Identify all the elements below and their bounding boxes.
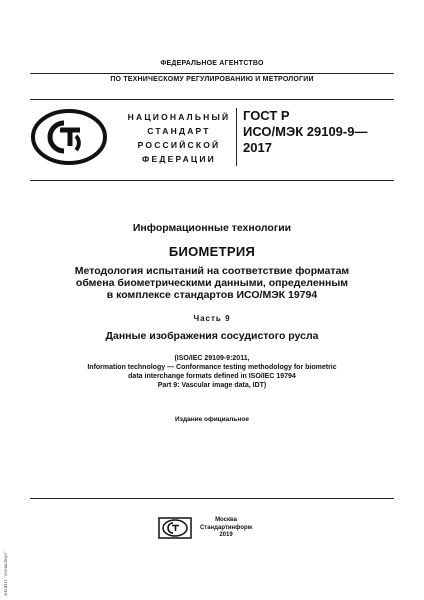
- iso-line: (ISO/IEC 29109-9:2011,: [174, 355, 250, 362]
- standard-designation: [243, 108, 403, 156]
- gost-line2: ИСО/МЭК 29109-9—: [243, 124, 368, 139]
- publisher-emblem-icon: [158, 517, 192, 539]
- title-methodology: [20, 265, 404, 301]
- footer-rule: [30, 498, 394, 499]
- standard-divider: [236, 108, 237, 166]
- iso-line: data interchange formats defined in ISO/IEC 19794: [128, 373, 296, 380]
- margin-note: ЭЛПИП "Техэксперт": [4, 550, 9, 597]
- iso-line: Information technology — Conformance testing methodology for biometric: [87, 364, 337, 371]
- title-biometry: БИОМЕТРИЯ: [168, 244, 256, 259]
- title-vascular: Данные изображения сосудистого русла: [105, 330, 319, 342]
- iso-reference: [40, 354, 384, 390]
- iso-line: Part 9: Vascular image data, IDT): [157, 382, 267, 389]
- header-rule-top: [30, 73, 394, 74]
- gost-line1: ГОСТ Р: [243, 108, 290, 123]
- title-part: Часть 9: [193, 314, 231, 323]
- national-line: НАЦИОНАЛЬНЫЙ: [127, 112, 231, 122]
- publisher-city: Москва: [215, 517, 237, 523]
- title-rule: [30, 180, 394, 181]
- national-line: РОССИЙСКОЙ: [137, 140, 221, 150]
- title-info-tech: Информационные технологии: [132, 222, 292, 234]
- publisher-name: Стандартинформ: [199, 524, 253, 531]
- agency-name-line1: ФЕДЕРАЛЬНОЕ АГЕНТСТВО: [160, 60, 264, 67]
- methodology-line: в комплексе стандартов ИСО/МЭК 19794: [106, 289, 318, 301]
- methodology-line: обмена биометрическими данными, определенным: [75, 277, 349, 289]
- agency-name-line2: ПО ТЕХНИЧЕСКОМУ РЕГУЛИРОВАНИЮ И МЕТРОЛОГИИ: [110, 76, 314, 83]
- edition-label: Издание официальное: [175, 416, 249, 423]
- national-standard-label: [118, 110, 240, 166]
- national-line: СТАНДАРТ: [147, 126, 211, 136]
- publisher-info: [196, 517, 256, 540]
- gost-line3: 2017: [243, 140, 272, 155]
- national-line: ФЕДЕРАЦИИ: [142, 154, 216, 164]
- publisher-year: 2019: [219, 532, 233, 538]
- header-rule-bottom: [30, 99, 394, 100]
- gost-r-emblem-icon: [30, 108, 108, 166]
- methodology-line: Методология испытаний на соответствие форматам: [74, 265, 350, 277]
